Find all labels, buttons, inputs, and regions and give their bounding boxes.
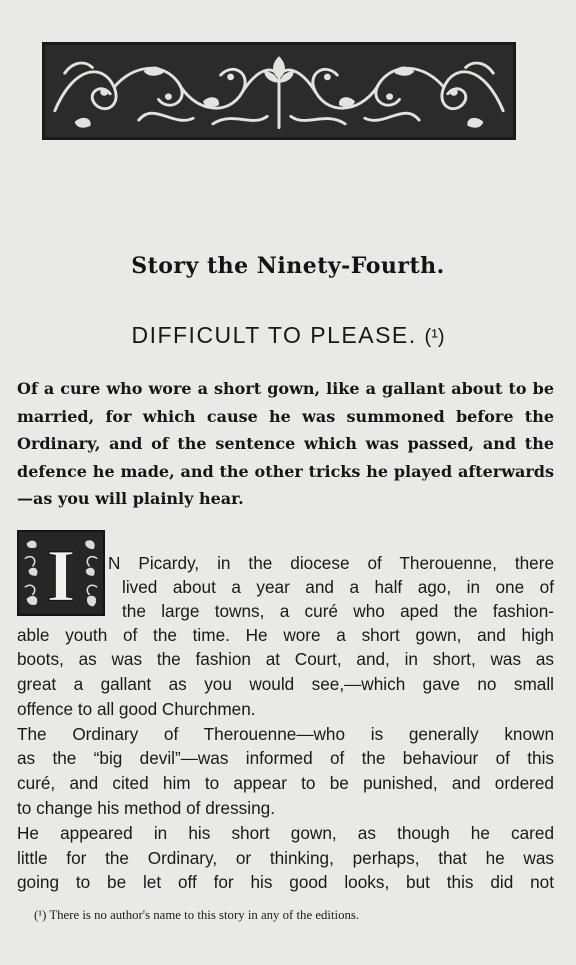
footnote-reference: (¹) [424, 326, 445, 348]
body-line: going to be let off for his good looks, but this did not [17, 872, 554, 892]
body-line: offence to all good Churchmen. [17, 699, 256, 719]
footnote: (¹) There is no author's name to this story in any of the editions. [34, 908, 360, 922]
body-line: the large towns, a curé who aped the fashion- [122, 601, 554, 621]
ornamental-headpiece [42, 42, 516, 140]
drop-cap-ornament [19, 532, 103, 614]
body-line: little for the Ordinary, or thinking, perhaps, that he was [17, 848, 554, 868]
subtitle-text: DIFFICULT TO PLEASE. [131, 322, 417, 348]
body-line: He appeared in his short gown, as though he cared [17, 823, 554, 843]
body-line: N Picardy, in the diocese of Therouenne, there [108, 553, 554, 573]
story-subtitle [0, 322, 576, 349]
story-synopsis: Of a cure who wore a short gown, like a gallant about to be married, for which cause he was summoned before the Ordinary, and of the sentence which was passed, and the defence he made, and the other tricks he played afterwards—as you will plainly hear. [17, 379, 554, 508]
story-title: Story the Ninety-Fourth. [131, 253, 445, 279]
drop-cap-initial [17, 530, 105, 616]
body-line: as the “big devil”—was informed of the behaviour of this [17, 748, 554, 768]
body-line: boots, as was the fashion at Court, and, in short, was as [17, 649, 554, 669]
body-line: curé, and cited him to appear to be punished, and ordered [17, 773, 554, 793]
body-line: The Ordinary of Therouenne—who is generally known [17, 724, 554, 744]
body-line: lived about a year and a half ago, in one of [122, 577, 554, 597]
body-line: to change his method of dressing. [17, 798, 275, 818]
body-line: able youth of the time. He wore a short gown, and high [17, 625, 554, 645]
body-line: great a gallant as you would see,—which gave no small [17, 674, 554, 694]
drop-cap-letter: I [46, 535, 76, 614]
floral-scroll-ornament [45, 45, 513, 137]
